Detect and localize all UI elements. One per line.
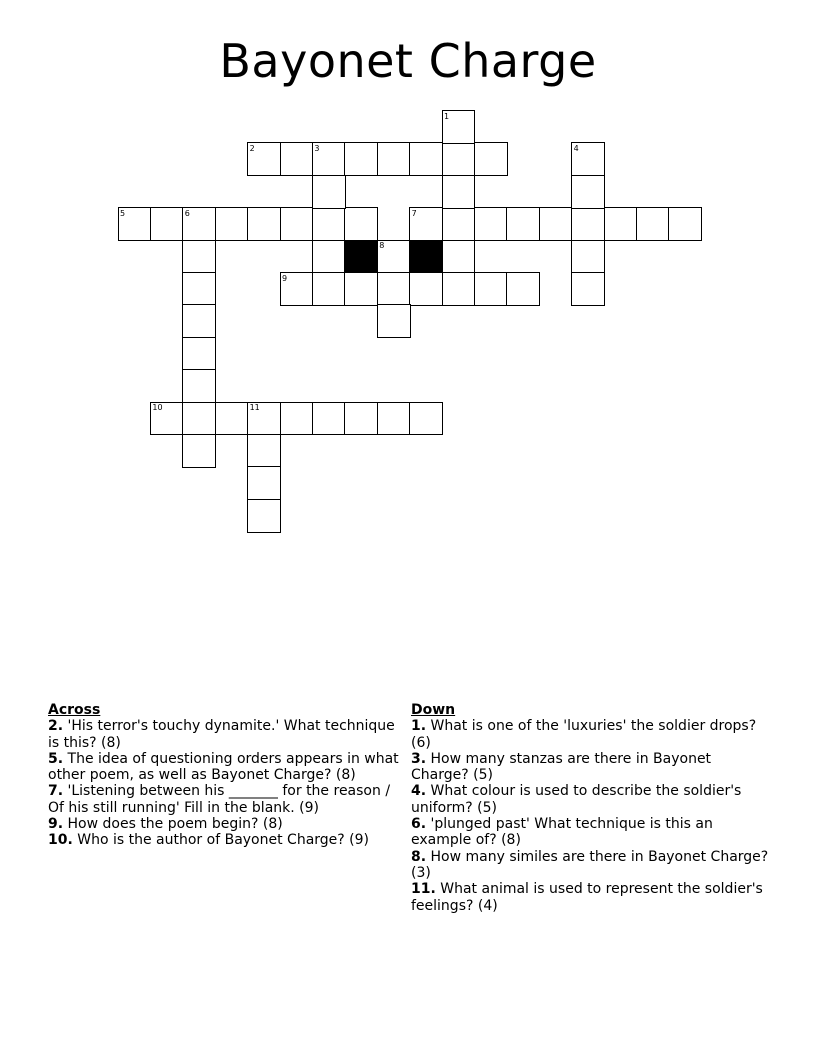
grid-cell[interactable] xyxy=(247,499,281,533)
clue-text: How many stanzas are there in Bayonet Charge? (5) xyxy=(411,750,712,784)
clue-number-label: 5 xyxy=(120,208,126,218)
clue-number: 10. xyxy=(48,832,73,849)
grid-cell[interactable] xyxy=(474,272,508,306)
grid-cell[interactable] xyxy=(182,402,216,436)
grid-cell[interactable] xyxy=(474,207,508,241)
grid-cell[interactable] xyxy=(215,207,249,241)
grid-cell[interactable] xyxy=(344,142,378,176)
clue-across-7 xyxy=(48,783,408,816)
grid-cell[interactable] xyxy=(571,175,605,209)
grid-cell[interactable] xyxy=(344,207,378,241)
grid-cell[interactable] xyxy=(442,142,476,176)
clue-number-label: 4 xyxy=(573,143,579,153)
clue-number: 8. xyxy=(411,848,427,865)
puzzle-title: Bayonet Charge xyxy=(219,34,597,88)
clue-number-label: 3 xyxy=(314,143,320,153)
grid-cell[interactable] xyxy=(668,207,702,241)
clue-number-label: 10 xyxy=(152,403,163,413)
clue-text: How many similes are there in Bayonet Charge? (3) xyxy=(411,848,769,881)
clue-number: 6. xyxy=(411,816,427,833)
grid-cell[interactable] xyxy=(280,402,314,436)
grid-cell[interactable] xyxy=(312,175,346,209)
clue-number: 3. xyxy=(411,750,427,767)
clue-text: What animal is used to represent the soldier's feelings? (4) xyxy=(411,881,763,914)
grid-cell[interactable] xyxy=(409,142,443,176)
clue-number-label: 7 xyxy=(411,208,417,218)
grid-cell[interactable] xyxy=(377,142,411,176)
grid-cell[interactable] xyxy=(247,207,281,241)
grid-cell[interactable] xyxy=(571,272,605,306)
down-heading: Down xyxy=(411,702,456,718)
grid-cell[interactable] xyxy=(182,304,216,338)
grid-cell[interactable] xyxy=(312,240,346,274)
clue-number: 1. xyxy=(411,718,427,735)
blocked-cell xyxy=(409,240,443,274)
clue-text: The idea of questioning orders appears in what other poem, as well as Bayonet Charge? (8) xyxy=(48,750,399,784)
grid-cell[interactable] xyxy=(182,272,216,306)
clue-text: What is one of the 'luxuries' the soldier drops? (6) xyxy=(411,718,757,751)
grid-cell[interactable] xyxy=(571,240,605,274)
grid-cell[interactable] xyxy=(344,272,378,306)
grid-cell[interactable] xyxy=(247,466,281,500)
clue-number: 2. xyxy=(48,718,64,735)
clue-across-5 xyxy=(48,751,408,784)
clue-text: 'His terror's touchy dynamite.' What technique is this? (8) xyxy=(48,718,395,751)
clue-text: 'plunged past' What technique is this an example of? (8) xyxy=(411,816,713,849)
grid-cell[interactable] xyxy=(182,337,216,371)
grid-cell[interactable] xyxy=(636,207,670,241)
grid-cell[interactable] xyxy=(247,434,281,468)
clue-number: 9. xyxy=(48,816,64,833)
across-clues xyxy=(48,702,408,849)
grid-cell[interactable] xyxy=(150,207,184,241)
grid-cell[interactable] xyxy=(442,272,476,306)
grid-cell[interactable] xyxy=(409,272,443,306)
grid-cell[interactable] xyxy=(377,272,411,306)
grid-cell[interactable] xyxy=(377,304,411,338)
clue-down-6 xyxy=(411,816,771,849)
grid-cell[interactable] xyxy=(182,434,216,468)
grid-cell[interactable] xyxy=(571,207,605,241)
grid-cell[interactable] xyxy=(539,207,573,241)
blocked-cell xyxy=(344,240,378,274)
grid-cell[interactable] xyxy=(506,207,540,241)
clue-number-label: 2 xyxy=(249,143,255,153)
clue-across-2 xyxy=(48,718,408,751)
grid-cell[interactable] xyxy=(506,272,540,306)
clue-number-label: 1 xyxy=(444,111,450,121)
clue-number: 4. xyxy=(411,783,427,800)
clue-across-9 xyxy=(48,816,408,832)
clue-number: 7. xyxy=(48,783,64,800)
clue-text: What colour is used to describe the soldier's uniform? (5) xyxy=(411,783,742,816)
clue-number-label: 9 xyxy=(282,273,288,283)
clue-number-label: 6 xyxy=(184,208,190,218)
grid-cell[interactable] xyxy=(215,402,249,436)
grid-cell[interactable] xyxy=(604,207,638,241)
grid-cell[interactable] xyxy=(312,272,346,306)
clue-text: 'Listening between his _______ for the reason / Of his still running' Fill in the blank. (9) xyxy=(48,783,391,816)
clue-down-8 xyxy=(411,849,771,882)
clue-across-10 xyxy=(48,832,408,848)
down-clues xyxy=(411,702,771,914)
grid-cell[interactable] xyxy=(442,175,476,209)
clue-down-1 xyxy=(411,718,771,751)
clue-number: 11. xyxy=(411,881,436,898)
grid-cell[interactable] xyxy=(182,369,216,403)
clue-down-11 xyxy=(411,881,771,914)
clue-number-label: 11 xyxy=(249,403,260,413)
clue-down-3 xyxy=(411,751,771,784)
grid-cell[interactable] xyxy=(182,240,216,274)
across-heading: Across xyxy=(48,702,101,718)
clue-text: Who is the author of Bayonet Charge? (9) xyxy=(77,832,369,849)
grid-cell[interactable] xyxy=(474,142,508,176)
grid-cell[interactable] xyxy=(442,240,476,274)
grid-cell[interactable] xyxy=(280,207,314,241)
grid-cell[interactable] xyxy=(377,402,411,436)
grid-cell[interactable] xyxy=(442,207,476,241)
clue-text: How does the poem begin? (8) xyxy=(67,816,283,833)
clue-down-4 xyxy=(411,783,771,816)
clue-number: 5. xyxy=(48,750,64,767)
grid-cell[interactable] xyxy=(409,402,443,436)
grid-cell[interactable] xyxy=(312,402,346,436)
grid-cell[interactable] xyxy=(280,142,314,176)
clue-number-label: 8 xyxy=(379,241,385,251)
grid-cell[interactable] xyxy=(312,207,346,241)
grid-cell[interactable] xyxy=(344,402,378,436)
